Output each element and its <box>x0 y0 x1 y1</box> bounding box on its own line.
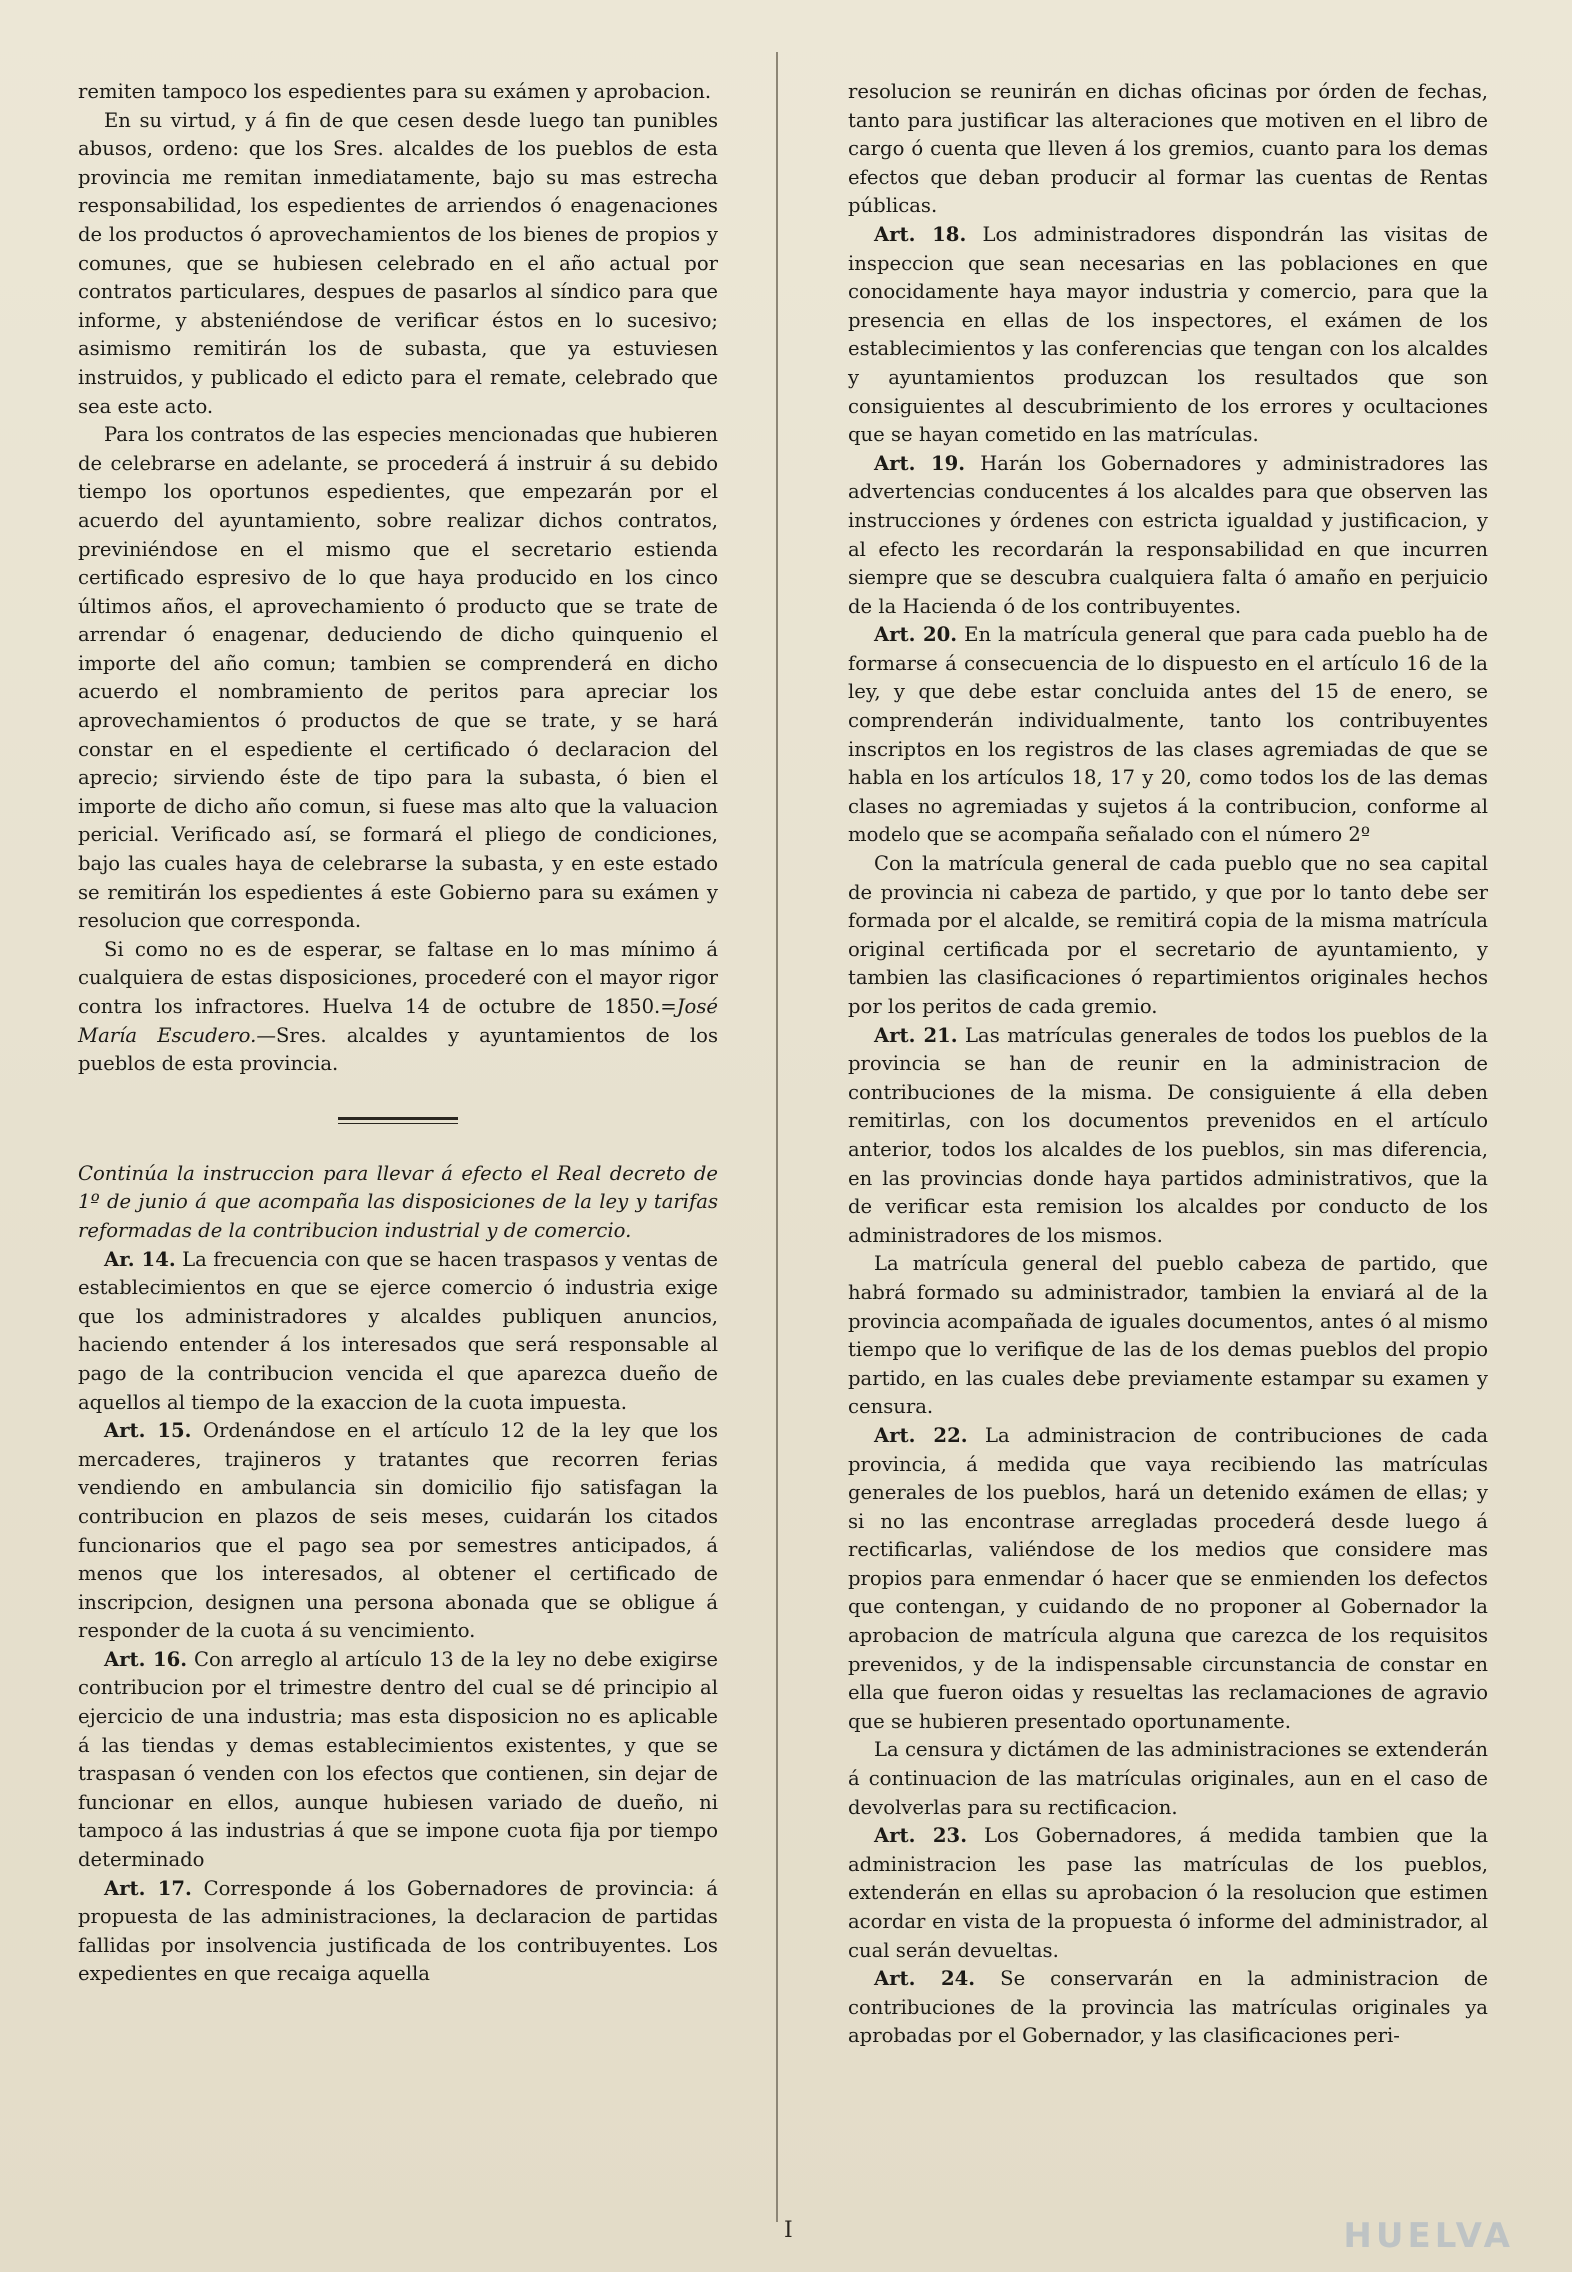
article-16 <box>78 1646 718 1875</box>
article-text: En la matrícula general que para cada pueblo ha de formarse á consecuencia de lo dispuesto en el artículo 16 de la ley, y que debe estar concluida antes del 15 de enero, se comprenderán individualmente, tanto los contribuyentes inscriptos en los registros de las clases agremiadas de que se habla en los artículos 18, 17 y 20, como todos los de las demas clases no agremiadas y sujetos á la contribucion, conforme al modelo que se acompaña señalado con el número 2º <box>848 623 1488 847</box>
closing-paragraph <box>78 936 718 1079</box>
article-text: Con arreglo al artículo 13 de la ley no debe exigirse contribucion por el trimestre dentro del cual se dé principio al ejercicio de una industria; mas esta disposicion no es aplicable á las tiendas y demas establecimientos existentes, y que se traspasan ó venden con los efectos que contienen, sin dejar de funcionar en ellos, aunque hubiesen variado de dueño, ni tampoco á las industrias á que se impone cuota fija por tiempo determinado <box>78 1647 718 1872</box>
watermark: HUELVA <box>1343 2216 1514 2256</box>
article-label: Art. 21. <box>874 1023 958 1047</box>
article-19 <box>848 450 1488 622</box>
article-22 <box>848 1422 1488 1737</box>
section-separator <box>338 1117 458 1124</box>
article-label: Art. 23. <box>874 1824 968 1848</box>
article-text: Los Gobernadores, á medida tambien que la administracion les pase las matrículas de los pueblos, extenderán en ellas su aprobacion ó la resolucion que estimen acordar en vista de la propuesta ó informe del administrador, al cual serán devueltas. <box>848 1824 1488 1962</box>
article-20 <box>848 621 1488 850</box>
article-text: Se conservarán en la administracion de contribuciones de la provincia las matrículas originales ya aprobadas por el Gobernador, y las clasificaciones peri- <box>848 1967 1488 2048</box>
paragraph: Con la matrícula general de cada pueblo que no sea capital de provincia ni cabeza de partido, y que por lo tanto debe ser formada por el alcalde, se remitirá copia de la misma matrícula original certificada por el secretario de ayuntamiento, y tambien las clasificaciones ó repartimientos originales hechos por los peritos de cada gremio. <box>848 852 1488 1018</box>
article-text: Corresponde á los Gobernadores de provincia: á propuesta de las administraciones, la declaracion de partidas fallidas por insolvencia justificada de los contribuyentes. Los expedientes en que recaiga aquella <box>78 1876 718 1986</box>
paragraph: Para los contratos de las especies mencionadas que hubieren de celebrarse en adelante, se procederá á instruir á su debido tiempo los oportunos espedientes, que empezarán por el acuerdo del ayuntamiento, sobre realizar dichos contratos, previniéndose en el mismo que el secretario estienda certificado espresivo de lo que haya producido en los cinco últimos años, el aprovechamiento ó producto que se trate de arrendar ó enagenar, deduciendo de dicho quinquenio el importe del año comun; tambien se comprenderá en dicho acuerdo el nombramiento de peritos para apreciar los aprovechamientos ó productos de que se trate, y se hará constar en el espediente el certificado ó declaracion del aprecio; sirviendo éste de tipo para la subasta, ó bien el importe de dicho año comun, si fuese mas alto que la valuacion pericial. Verificado así, se formará el pliego de condiciones, bajo las cuales haya de celebrarse la subasta, y en este estado se remitirán los espedientes á este Gobierno para su exámen y resolucion que corresponda. <box>78 423 718 933</box>
article-label: Art. 18. <box>874 222 967 246</box>
right-column <box>848 78 1488 2051</box>
article-14 <box>78 1246 718 1418</box>
article-label: Art. 15. <box>104 1419 192 1443</box>
article-text: Harán los Gobernadores y administradores las advertencias conducentes á los alcaldes para que observen las instrucciones y órdenes con estricta igualdad y justificacion, y al efecto les recordarán la responsabilidad en que incurren siempre que se descubra cualquiera falta ó amaño en perjuicio de la Hacienda ó de los contribuyentes. <box>848 451 1489 618</box>
article-text: Los administradores dispondrán las visitas de inspeccion que sean necesarias en las poblaciones en que conocidamente haya mayor industria y comercio, para que la presencia en ellas de los inspectores, el exámen de los establecimientos y las conferencias que tengan con los alcaldes y ayuntamientos produzcan los resultados que son consiguientes al descubrimiento de los errores y ocultaciones que se hayan cometido en las matrículas. <box>848 222 1488 447</box>
paragraph: La censura y dictámen de las administraciones se extenderán á continuacion de las matrículas originales, aun en el caso de devolverlas para su rectificacion. <box>848 1738 1488 1819</box>
article-label: Art. 24. <box>874 1967 976 1991</box>
article-text: La administracion de contribuciones de cada provincia, á medida que vaya recibiendo las matrículas generales de los pueblos, hará un detenido exámen de ellas; y si no las encontrase arregladas procederá desde luego á rectificarlas, valiéndose de los medios que considere mas propios para enmendar ó hacer que se enmienden los defectos que contengan, y cuidando de no proponer al Gobernador la aprobacion de matrícula alguna que carezca de los requisitos prevenidos, y de la indispensable circunstancia de constar en ella que fueron oidas y resueltas las reclamaciones de agravio que se hubieren presentado oportunamente. <box>848 1423 1488 1733</box>
closing-addressee: —Sres. alcaldes y ayuntamientos de los pueblos de esta provincia. <box>78 1023 718 1076</box>
closing-text: Si como no es de esperar, se faltase en lo mas mínimo á cualquiera de estas disposiciones, procederé con el mayor rigor contra los infractores. Huelva 14 de octubre de 1850.= <box>78 937 718 1018</box>
article-24 <box>848 1965 1488 2051</box>
article-17 <box>78 1875 718 1989</box>
article-23 <box>848 1822 1488 1965</box>
page-mark: I <box>784 2218 793 2243</box>
paragraph: En su virtud, y á fin de que cesen desde luego tan punibles abusos, ordeno: que los Sres. alcaldes de los pueblos de esta provincia me remitan inmediatamente, bajo su mas estrecha responsabilidad, los espedientes de arriendos ó enagenaciones de los productos ó aprovechamientos de los bienes de propios y comunes, que se hubiesen celebrado en el año actual por contratos particulares, despues de pasarlos al síndico para que informe, y absteniéndose de verificar éstos en lo sucesivo; asimismo remitirán los de subasta, que ya estuviesen instruidos, y publicado el edicto para el remate, celebrado que sea este acto. <box>78 108 718 418</box>
article-15 <box>78 1417 718 1646</box>
article-text: Ordenándose en el artículo 12 de la ley que los mercaderes, trajineros y tratantes que recorren ferias vendiendo en ambulancia sin domicilio fijo satisfagan la contribucion en plazos de seis meses, cuidarán los citados funcionarios que el pago sea por semestres anticipados, á menos que los interesados, al obtener el certificado de inscripcion, designen una persona abonada que se obligue á responder de la cuota á su vencimiento. <box>78 1419 719 1643</box>
article-label: Art. 22. <box>874 1423 968 1447</box>
paragraph: La matrícula general del pueblo cabeza de partido, que habrá formado su administrador, tambien la enviará al de la provincia acompañada de iguales documentos, antes ó al mismo tiempo que lo verifique de las de los demas pueblos del propio partido, en las cuales debe previamente estampar su examen y censura. <box>848 1252 1488 1419</box>
article-text: Las matrículas generales de todos los pueblos de la provincia se han de reunir en la administracion de contribuciones de la misma. De consiguiente á ella deben remitirlas, con los documentos prevenidos en el artículo anterior, todos los alcaldes de los pueblos, sin mas diferencia, en las provincias donde haya partidos administrativos, que la de verificar esta remision los alcaldes por conducto de los administradores de los mismos. <box>848 1023 1488 1247</box>
article-text: La frecuencia con que se hacen traspasos y ventas de establecimientos en que se ejerce comercio ó industria exige que los administradores y alcaldes publiquen anuncios, haciendo entender á los interesados que será responsable al pago de la contribucion vencida el que aparezca dueño de aquellos al tiempo de la exaccion de la cuota impuesta. <box>78 1247 718 1414</box>
paragraph: resolucion se reunirán en dichas oficinas por órden de fechas, tanto para justificar las alteraciones que motiven en el libro de cargo ó cuenta que lleven á los gremios, cuanto para los demas efectos que deban producir al formar las cuentas de Rentas públicas. <box>848 80 1488 218</box>
article-label: Art. 19. <box>874 451 966 475</box>
column-divider <box>776 52 778 2222</box>
left-column <box>78 78 718 1989</box>
article-label: Art. 16. <box>104 1647 188 1671</box>
article-label: Art. 17. <box>104 1876 192 1900</box>
article-18 <box>848 221 1488 450</box>
article-label: Art. 20. <box>874 623 958 647</box>
paragraph: remiten tampoco los espedientes para su exámen y aprobacion. <box>78 80 712 103</box>
article-label: Ar. 14. <box>104 1247 176 1271</box>
section-heading: Continúa la instruccion para llevar á efecto el Real decreto de 1º de junio á que acompaña las disposiciones de la ley y tarifas reformadas de la contribucion industrial y de comercio. <box>78 1161 718 1242</box>
signature: José María Escudero. <box>78 995 718 1047</box>
article-21 <box>848 1022 1488 1251</box>
